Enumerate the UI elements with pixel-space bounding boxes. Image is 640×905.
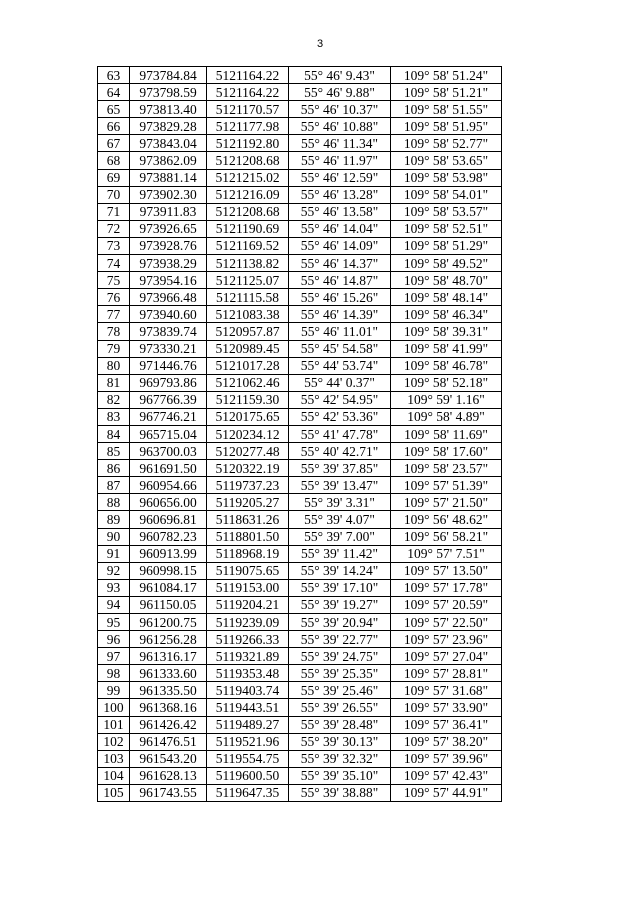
y-coordinate-cell: 5119443.51 (207, 699, 289, 716)
latitude-cell: 55° 46' 14.39" (289, 306, 391, 323)
longitude-cell: 109° 58' 53.65" (391, 152, 502, 169)
y-coordinate-cell: 5119521.96 (207, 733, 289, 750)
longitude-cell: 109° 58' 41.99" (391, 340, 502, 357)
x-coordinate-cell: 965715.04 (130, 425, 207, 442)
x-coordinate-cell: 961628.13 (130, 767, 207, 784)
longitude-cell: 109° 57' 42.43" (391, 767, 502, 784)
page-number: 3 (316, 38, 324, 50)
point-number-cell: 81 (98, 374, 130, 391)
longitude-cell: 109° 58' 11.69" (391, 425, 502, 442)
x-coordinate-cell: 969793.86 (130, 374, 207, 391)
y-coordinate-cell: 5119489.27 (207, 716, 289, 733)
y-coordinate-cell: 5119737.23 (207, 477, 289, 494)
x-coordinate-cell: 971446.76 (130, 357, 207, 374)
point-number-cell: 100 (98, 699, 130, 716)
x-coordinate-cell: 973798.59 (130, 84, 207, 101)
longitude-cell: 109° 57' 31.68" (391, 682, 502, 699)
longitude-cell: 109° 58' 48.70" (391, 272, 502, 289)
y-coordinate-cell: 5121215.02 (207, 169, 289, 186)
y-coordinate-cell: 5121062.46 (207, 374, 289, 391)
table-row (98, 750, 502, 767)
point-number-cell: 91 (98, 545, 130, 562)
x-coordinate-cell: 961084.17 (130, 579, 207, 596)
latitude-cell: 55° 39' 32.32" (289, 750, 391, 767)
point-number-cell: 89 (98, 511, 130, 528)
longitude-cell: 109° 58' 39.31" (391, 323, 502, 340)
point-number-cell: 73 (98, 237, 130, 254)
table-row (98, 374, 502, 391)
table-row (98, 67, 502, 84)
x-coordinate-cell: 960998.15 (130, 562, 207, 579)
point-number-cell: 99 (98, 682, 130, 699)
point-number-cell: 105 (98, 784, 130, 801)
longitude-cell: 109° 58' 51.95" (391, 118, 502, 135)
table-row (98, 682, 502, 699)
point-number-cell: 77 (98, 306, 130, 323)
latitude-cell: 55° 39' 35.10" (289, 767, 391, 784)
point-number-cell: 76 (98, 289, 130, 306)
latitude-cell: 55° 46' 12.59" (289, 169, 391, 186)
latitude-cell: 55° 39' 13.47" (289, 477, 391, 494)
table-row (98, 152, 502, 169)
x-coordinate-cell: 961743.55 (130, 784, 207, 801)
latitude-cell: 55° 39' 25.46" (289, 682, 391, 699)
x-coordinate-cell: 973902.30 (130, 186, 207, 203)
table-row (98, 272, 502, 289)
table-row (98, 767, 502, 784)
point-number-cell: 104 (98, 767, 130, 784)
table-row (98, 425, 502, 442)
point-number-cell: 65 (98, 101, 130, 118)
point-number-cell: 98 (98, 665, 130, 682)
longitude-cell: 109° 58' 17.60" (391, 443, 502, 460)
point-number-cell: 97 (98, 648, 130, 665)
y-coordinate-cell: 5121083.38 (207, 306, 289, 323)
x-coordinate-cell: 960954.66 (130, 477, 207, 494)
table-row (98, 545, 502, 562)
table-row (98, 443, 502, 460)
y-coordinate-cell: 5121170.57 (207, 101, 289, 118)
table-row (98, 631, 502, 648)
longitude-cell: 109° 58' 46.34" (391, 306, 502, 323)
coordinates-table-body (98, 67, 502, 802)
point-number-cell: 101 (98, 716, 130, 733)
y-coordinate-cell: 5119205.27 (207, 494, 289, 511)
longitude-cell: 109° 57' 7.51" (391, 545, 502, 562)
longitude-cell: 109° 57' 36.41" (391, 716, 502, 733)
latitude-cell: 55° 46' 9.43" (289, 67, 391, 84)
x-coordinate-cell: 973813.40 (130, 101, 207, 118)
y-coordinate-cell: 5119554.75 (207, 750, 289, 767)
x-coordinate-cell: 973928.76 (130, 237, 207, 254)
x-coordinate-cell: 961476.51 (130, 733, 207, 750)
y-coordinate-cell: 5120277.48 (207, 443, 289, 460)
table-row (98, 596, 502, 613)
y-coordinate-cell: 5118801.50 (207, 528, 289, 545)
x-coordinate-cell: 973940.60 (130, 306, 207, 323)
table-row (98, 528, 502, 545)
y-coordinate-cell: 5120322.19 (207, 460, 289, 477)
y-coordinate-cell: 5121177.98 (207, 118, 289, 135)
latitude-cell: 55° 39' 14.24" (289, 562, 391, 579)
longitude-cell: 109° 56' 58.21" (391, 528, 502, 545)
y-coordinate-cell: 5121164.22 (207, 84, 289, 101)
y-coordinate-cell: 5120234.12 (207, 425, 289, 442)
table-row (98, 84, 502, 101)
x-coordinate-cell: 961543.20 (130, 750, 207, 767)
latitude-cell: 55° 39' 38.88" (289, 784, 391, 801)
y-coordinate-cell: 5120989.45 (207, 340, 289, 357)
point-number-cell: 90 (98, 528, 130, 545)
latitude-cell: 55° 39' 7.00" (289, 528, 391, 545)
longitude-cell: 109° 58' 4.89" (391, 408, 502, 425)
point-number-cell: 94 (98, 596, 130, 613)
longitude-cell: 109° 58' 51.29" (391, 237, 502, 254)
x-coordinate-cell: 973862.09 (130, 152, 207, 169)
latitude-cell: 55° 39' 30.13" (289, 733, 391, 750)
longitude-cell: 109° 58' 54.01" (391, 186, 502, 203)
y-coordinate-cell: 5119403.74 (207, 682, 289, 699)
x-coordinate-cell: 961368.16 (130, 699, 207, 716)
point-number-cell: 78 (98, 323, 130, 340)
table-row (98, 614, 502, 631)
point-number-cell: 102 (98, 733, 130, 750)
latitude-cell: 55° 45' 54.58" (289, 340, 391, 357)
x-coordinate-cell: 973926.65 (130, 220, 207, 237)
y-coordinate-cell: 5119353.48 (207, 665, 289, 682)
latitude-cell: 55° 46' 14.37" (289, 255, 391, 272)
x-coordinate-cell: 967766.39 (130, 391, 207, 408)
longitude-cell: 109° 57' 28.81" (391, 665, 502, 682)
table-row (98, 169, 502, 186)
table-row (98, 220, 502, 237)
latitude-cell: 55° 39' 17.10" (289, 579, 391, 596)
table-row (98, 118, 502, 135)
latitude-cell: 55° 46' 15.26" (289, 289, 391, 306)
y-coordinate-cell: 5118968.19 (207, 545, 289, 562)
longitude-cell: 109° 57' 13.50" (391, 562, 502, 579)
point-number-cell: 67 (98, 135, 130, 152)
y-coordinate-cell: 5121138.82 (207, 255, 289, 272)
latitude-cell: 55° 39' 22.77" (289, 631, 391, 648)
table-row (98, 323, 502, 340)
y-coordinate-cell: 5121164.22 (207, 67, 289, 84)
x-coordinate-cell: 973938.29 (130, 255, 207, 272)
latitude-cell: 55° 42' 53.36" (289, 408, 391, 425)
point-number-cell: 95 (98, 614, 130, 631)
table-row (98, 699, 502, 716)
y-coordinate-cell: 5121190.69 (207, 220, 289, 237)
table-row (98, 665, 502, 682)
table-row (98, 186, 502, 203)
table-row (98, 460, 502, 477)
y-coordinate-cell: 5121159.30 (207, 391, 289, 408)
y-coordinate-cell: 5118631.26 (207, 511, 289, 528)
point-number-cell: 85 (98, 443, 130, 460)
point-number-cell: 63 (98, 67, 130, 84)
x-coordinate-cell: 961316.17 (130, 648, 207, 665)
latitude-cell: 55° 46' 11.34" (289, 135, 391, 152)
table-row (98, 306, 502, 323)
x-coordinate-cell: 961333.60 (130, 665, 207, 682)
longitude-cell: 109° 57' 20.59" (391, 596, 502, 613)
latitude-cell: 55° 39' 28.48" (289, 716, 391, 733)
point-number-cell: 82 (98, 391, 130, 408)
point-number-cell: 86 (98, 460, 130, 477)
table-row (98, 579, 502, 596)
longitude-cell: 109° 58' 51.24" (391, 67, 502, 84)
latitude-cell: 55° 39' 37.85" (289, 460, 391, 477)
latitude-cell: 55° 46' 11.01" (289, 323, 391, 340)
point-number-cell: 84 (98, 425, 130, 442)
latitude-cell: 55° 46' 10.37" (289, 101, 391, 118)
latitude-cell: 55° 42' 54.95" (289, 391, 391, 408)
x-coordinate-cell: 961256.28 (130, 631, 207, 648)
point-number-cell: 96 (98, 631, 130, 648)
longitude-cell: 109° 57' 33.90" (391, 699, 502, 716)
longitude-cell: 109° 57' 27.04" (391, 648, 502, 665)
x-coordinate-cell: 960696.81 (130, 511, 207, 528)
y-coordinate-cell: 5121216.09 (207, 186, 289, 203)
latitude-cell: 55° 46' 14.04" (289, 220, 391, 237)
latitude-cell: 55° 39' 4.07" (289, 511, 391, 528)
y-coordinate-cell: 5119075.65 (207, 562, 289, 579)
x-coordinate-cell: 961426.42 (130, 716, 207, 733)
longitude-cell: 109° 57' 39.96" (391, 750, 502, 767)
x-coordinate-cell: 973954.16 (130, 272, 207, 289)
point-number-cell: 72 (98, 220, 130, 237)
latitude-cell: 55° 39' 3.31" (289, 494, 391, 511)
longitude-cell: 109° 58' 52.77" (391, 135, 502, 152)
latitude-cell: 55° 46' 9.88" (289, 84, 391, 101)
y-coordinate-cell: 5121208.68 (207, 152, 289, 169)
x-coordinate-cell: 973843.04 (130, 135, 207, 152)
x-coordinate-cell: 961150.05 (130, 596, 207, 613)
longitude-cell: 109° 58' 53.57" (391, 203, 502, 220)
longitude-cell: 109° 58' 52.51" (391, 220, 502, 237)
point-number-cell: 64 (98, 84, 130, 101)
latitude-cell: 55° 46' 10.88" (289, 118, 391, 135)
table-row (98, 511, 502, 528)
longitude-cell: 109° 57' 22.50" (391, 614, 502, 631)
point-number-cell: 74 (98, 255, 130, 272)
point-number-cell: 79 (98, 340, 130, 357)
y-coordinate-cell: 5119321.89 (207, 648, 289, 665)
table-row (98, 784, 502, 801)
x-coordinate-cell: 967746.21 (130, 408, 207, 425)
point-number-cell: 66 (98, 118, 130, 135)
table-row (98, 494, 502, 511)
y-coordinate-cell: 5121208.68 (207, 203, 289, 220)
y-coordinate-cell: 5121169.52 (207, 237, 289, 254)
longitude-cell: 109° 57' 51.39" (391, 477, 502, 494)
latitude-cell: 55° 39' 25.35" (289, 665, 391, 682)
x-coordinate-cell: 973911.83 (130, 203, 207, 220)
point-number-cell: 83 (98, 408, 130, 425)
y-coordinate-cell: 5121115.58 (207, 289, 289, 306)
longitude-cell: 109° 57' 44.91" (391, 784, 502, 801)
longitude-cell: 109° 57' 38.20" (391, 733, 502, 750)
longitude-cell: 109° 58' 48.14" (391, 289, 502, 306)
latitude-cell: 55° 46' 14.09" (289, 237, 391, 254)
latitude-cell: 55° 41' 47.78" (289, 425, 391, 442)
x-coordinate-cell: 960656.00 (130, 494, 207, 511)
point-number-cell: 92 (98, 562, 130, 579)
table-row (98, 289, 502, 306)
latitude-cell: 55° 39' 26.55" (289, 699, 391, 716)
longitude-cell: 109° 58' 49.52" (391, 255, 502, 272)
x-coordinate-cell: 973829.28 (130, 118, 207, 135)
point-number-cell: 80 (98, 357, 130, 374)
longitude-cell: 109° 58' 51.55" (391, 101, 502, 118)
longitude-cell: 109° 56' 48.62" (391, 511, 502, 528)
y-coordinate-cell: 5119647.35 (207, 784, 289, 801)
latitude-cell: 55° 46' 11.97" (289, 152, 391, 169)
table-row (98, 391, 502, 408)
x-coordinate-cell: 963700.03 (130, 443, 207, 460)
point-number-cell: 103 (98, 750, 130, 767)
longitude-cell: 109° 59' 1.16" (391, 391, 502, 408)
latitude-cell: 55° 39' 24.75" (289, 648, 391, 665)
table-row (98, 203, 502, 220)
longitude-cell: 109° 58' 51.21" (391, 84, 502, 101)
y-coordinate-cell: 5119239.09 (207, 614, 289, 631)
latitude-cell: 55° 40' 42.71" (289, 443, 391, 460)
x-coordinate-cell: 961691.50 (130, 460, 207, 477)
point-number-cell: 70 (98, 186, 130, 203)
x-coordinate-cell: 973839.74 (130, 323, 207, 340)
table-row (98, 733, 502, 750)
longitude-cell: 109° 58' 53.98" (391, 169, 502, 186)
table-row (98, 357, 502, 374)
point-number-cell: 93 (98, 579, 130, 596)
latitude-cell: 55° 39' 20.94" (289, 614, 391, 631)
longitude-cell: 109° 57' 21.50" (391, 494, 502, 511)
x-coordinate-cell: 961200.75 (130, 614, 207, 631)
table-row (98, 648, 502, 665)
x-coordinate-cell: 960913.99 (130, 545, 207, 562)
latitude-cell: 55° 46' 13.58" (289, 203, 391, 220)
y-coordinate-cell: 5121192.80 (207, 135, 289, 152)
latitude-cell: 55° 39' 11.42" (289, 545, 391, 562)
longitude-cell: 109° 58' 46.78" (391, 357, 502, 374)
y-coordinate-cell: 5121017.28 (207, 357, 289, 374)
table-row (98, 340, 502, 357)
longitude-cell: 109° 58' 52.18" (391, 374, 502, 391)
longitude-cell: 109° 57' 23.96" (391, 631, 502, 648)
table-row (98, 716, 502, 733)
table-row (98, 408, 502, 425)
x-coordinate-cell: 973881.14 (130, 169, 207, 186)
point-number-cell: 87 (98, 477, 130, 494)
y-coordinate-cell: 5119153.00 (207, 579, 289, 596)
x-coordinate-cell: 973784.84 (130, 67, 207, 84)
table-row (98, 562, 502, 579)
x-coordinate-cell: 960782.23 (130, 528, 207, 545)
latitude-cell: 55° 46' 13.28" (289, 186, 391, 203)
y-coordinate-cell: 5119204.21 (207, 596, 289, 613)
latitude-cell: 55° 44' 53.74" (289, 357, 391, 374)
point-number-cell: 68 (98, 152, 130, 169)
point-number-cell: 75 (98, 272, 130, 289)
table-row (98, 101, 502, 118)
x-coordinate-cell: 973330.21 (130, 340, 207, 357)
latitude-cell: 55° 39' 19.27" (289, 596, 391, 613)
table-row (98, 237, 502, 254)
longitude-cell: 109° 58' 23.57" (391, 460, 502, 477)
point-number-cell: 69 (98, 169, 130, 186)
y-coordinate-cell: 5120175.65 (207, 408, 289, 425)
table-row (98, 255, 502, 272)
x-coordinate-cell: 961335.50 (130, 682, 207, 699)
point-number-cell: 88 (98, 494, 130, 511)
x-coordinate-cell: 973966.48 (130, 289, 207, 306)
y-coordinate-cell: 5120957.87 (207, 323, 289, 340)
latitude-cell: 55° 44' 0.37" (289, 374, 391, 391)
point-number-cell: 71 (98, 203, 130, 220)
table-row (98, 135, 502, 152)
latitude-cell: 55° 46' 14.87" (289, 272, 391, 289)
longitude-cell: 109° 57' 17.78" (391, 579, 502, 596)
y-coordinate-cell: 5119266.33 (207, 631, 289, 648)
y-coordinate-cell: 5119600.50 (207, 767, 289, 784)
table-row (98, 477, 502, 494)
y-coordinate-cell: 5121125.07 (207, 272, 289, 289)
coordinates-table (97, 66, 502, 802)
